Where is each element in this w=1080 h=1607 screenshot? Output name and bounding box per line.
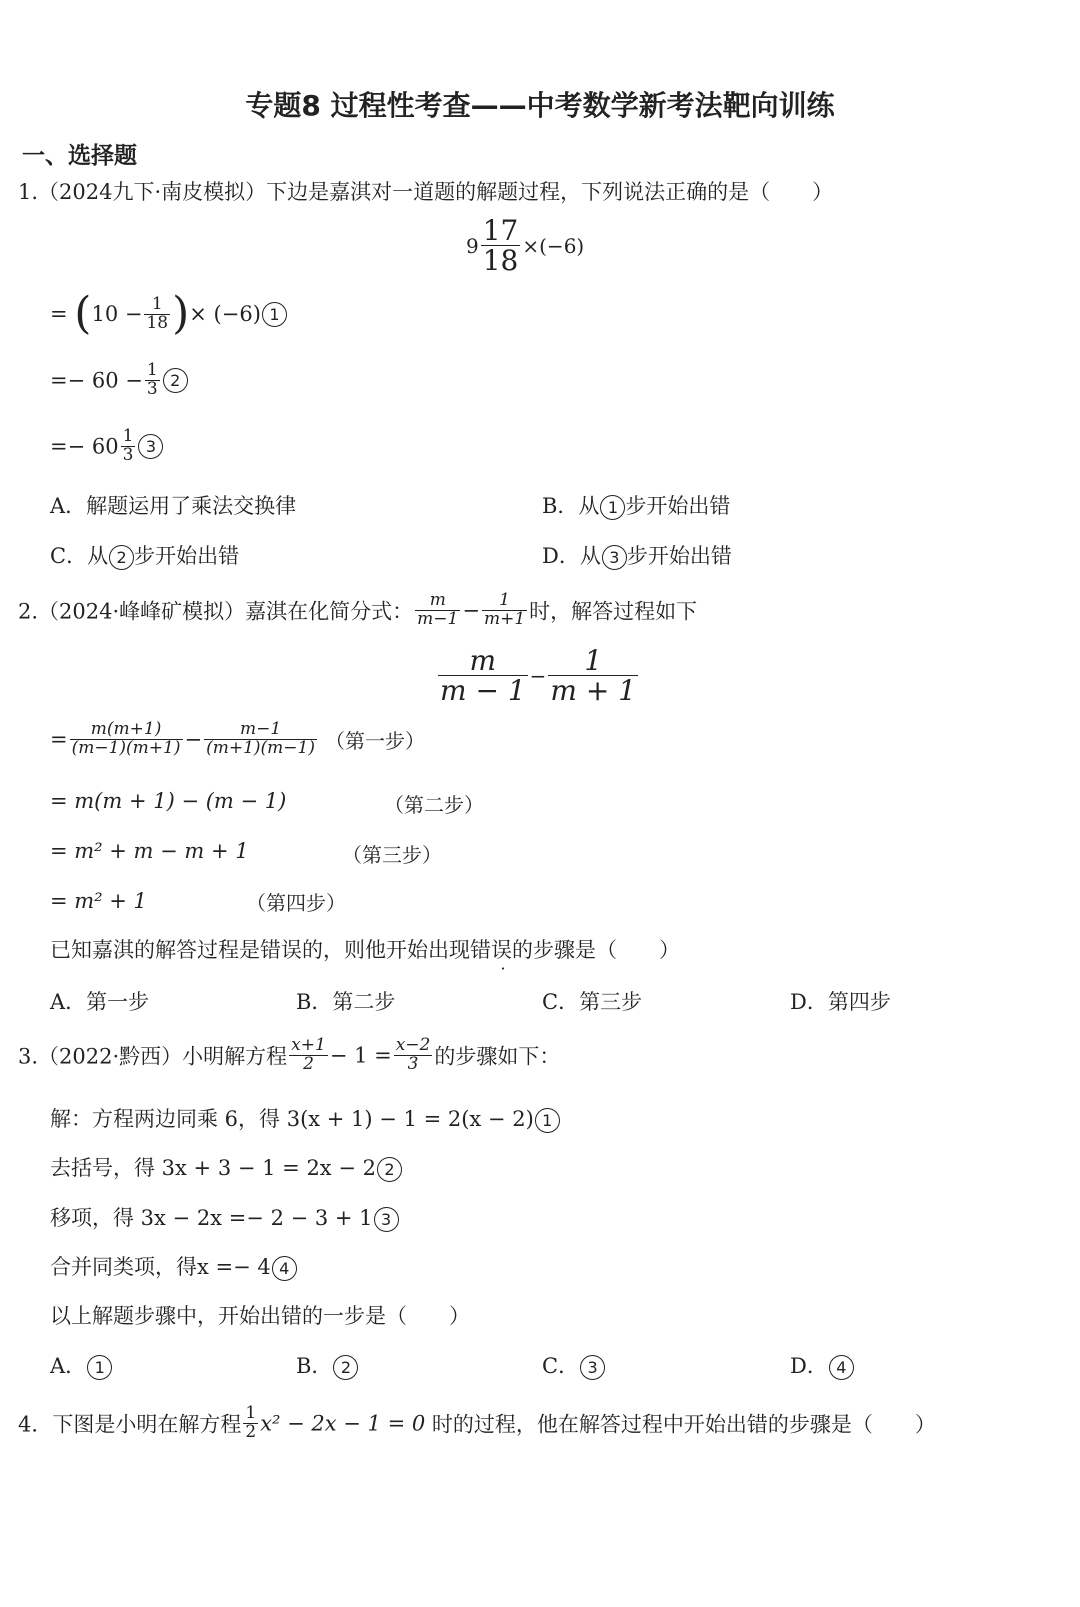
q1-step1-fd: 18 [146,312,169,333]
circled-1-icon: 1 [87,1355,112,1380]
q2-step-3: = m² + m − m + 1 [50,839,249,863]
q3-step-1 [50,1103,560,1133]
q2-stem-frac1 [415,592,460,629]
q2-step1-an: m(m+1) [70,721,183,740]
q1-step2-fn: 1 [146,360,158,380]
q2-option-b[interactable]: B．第二步 [296,990,396,1014]
q1-expression [466,216,584,276]
q2-f1-num: m [415,592,460,611]
q3-stem [18,1037,560,1074]
q2-option-a[interactable]: A．第一步 [50,990,150,1014]
q2-stem [18,592,697,629]
q2-f2-den: m+1 [483,608,526,629]
q1-expr-whole: 9 [466,233,479,258]
q2-question-a: 已知嘉淇的解答过程是错误的，则他开始出现错 [50,938,491,962]
q2-question [50,934,680,964]
q1-step3-text: =− 60 [50,434,119,459]
q2-stem-post: 时，解答过程如下 [529,599,698,624]
q3-step-4 [50,1251,297,1281]
q2-stem-frac2 [482,592,527,629]
q2-step-2-label: （第二步） [384,793,484,817]
q1-step1-lparen: ( [74,288,92,339]
q1-optd-pre: D．从 [542,544,601,568]
q1-optc-pre: C．从 [50,544,109,568]
circled-2-icon: 2 [109,545,134,570]
q3-fa-num: x+1 [291,1035,326,1055]
q2-expression [436,646,640,706]
q4-f-num: 1 [245,1403,257,1423]
q2-step-3-label: （第三步） [342,843,442,867]
circled-2-icon: 2 [163,368,188,393]
q1-expr-den: 18 [482,244,519,278]
q1-step1-eq: = [50,302,68,326]
q3-optb-label: B． [296,1354,333,1378]
q1-option-b[interactable] [542,490,730,520]
q3-option-c[interactable] [542,1350,605,1380]
q3-option-a[interactable] [50,1350,112,1380]
q2-step1-bn: m−1 [204,721,317,740]
q1-option-d[interactable] [542,540,732,570]
q3-fb-den: 3 [407,1053,419,1074]
q2-step-4-label: （第四步） [246,891,346,915]
circled-2-icon: 2 [377,1157,402,1182]
q2-big-minus: − [529,663,547,688]
q2-step1-label: （第一步） [325,728,425,753]
q2-question-c: 的步骤是（ ） [512,938,680,962]
circled-3-icon: 3 [138,434,163,459]
q3-step4-text: 合并同类项，得x =− 4 [50,1255,271,1279]
q1-step2-frac [145,362,160,399]
q3-optd-label: D． [790,1354,828,1378]
q4-frac [243,1405,258,1442]
q2-big-frac2 [548,646,638,706]
q1-step3-fn: 1 [122,426,134,446]
q1-optd-post: 步开始出错 [626,544,732,568]
q2-stem-pre: 2.（2024·峰峰矿模拟）嘉淇在化简分式： [18,599,414,624]
q1-option-c[interactable] [50,540,239,570]
q1-step-2 [50,362,188,399]
q3-frac-a [289,1037,328,1074]
q2-f2-num: 1 [482,592,527,611]
q1-step1-rparen: ) [172,288,190,339]
q3-step2-text: 去括号，得 3x + 3 − 1 = 2x − 2 [50,1156,376,1180]
q1-optc-post: 步开始出错 [134,544,240,568]
q1-step1-fn: 1 [144,296,170,315]
q3-opta-label: A． [50,1354,87,1378]
q3-step-3 [50,1202,399,1232]
q1-step3-frac [121,428,136,465]
q1-step1-inner: 10 − [91,302,143,326]
q3-stem-post: 的步骤如下： [434,1044,561,1069]
q2-option-d[interactable]: D．第四步 [790,990,891,1014]
q1-step3-fd: 3 [122,444,134,465]
q1-step1-frac [144,293,170,333]
q3-fb-num: x−2 [395,1035,431,1055]
q4-stem-post: 时的过程，他在解答过程中开始出错的步骤是（ ） [425,1412,936,1437]
q4-equation: x² − 2x − 1 = 0 [260,1411,426,1436]
q3-frac-b [394,1037,433,1074]
q3-step3-text: 移项，得 3x − 2x =− 2 − 3 + 1 [50,1206,373,1230]
q1-step1-tail: × (−6) [189,302,261,326]
q1-step-1 [50,288,287,339]
q3-option-b[interactable] [296,1350,358,1380]
q1-stem: 1.（2024九下·南皮模拟）下边是嘉淇对一道题的解题过程，下列说法正确的是（ ） [18,180,834,204]
q2-step1-minus: − [184,727,203,752]
q2-step1-bd: (m+1)(m−1) [206,737,315,758]
q2-step1-frac-a [70,721,183,758]
q2-big-frac1 [438,646,528,706]
circled-1-icon: 1 [262,302,287,327]
q3-stem-mid: − 1 = [329,1043,392,1068]
q2-step-1 [50,721,425,758]
circled-3-icon: 3 [580,1355,605,1380]
q3-fa-den: 2 [303,1053,314,1074]
q2-option-c[interactable]: C．第三步 [542,990,643,1014]
circled-1-icon: 1 [600,495,625,520]
q2-step1-frac-b [204,721,317,758]
q3-option-d[interactable] [790,1350,854,1380]
q4-stem-pre: 4．下图是小明在解方程 [18,1412,242,1437]
q2-big1-den: m − 1 [440,674,526,708]
page-title: 专题8 过程性考查——中考数学新考法靶向训练 [245,89,835,122]
q4-stem [18,1405,936,1442]
q1-optb-pre: B．从 [542,494,600,518]
q1-step2-fd: 3 [146,378,158,399]
q3-step-2 [50,1152,402,1182]
q2-stem-minus: − [462,598,480,623]
q2-big2-num: 1 [548,646,638,676]
circled-1-icon: 1 [535,1108,560,1133]
q1-expr-num: 17 [482,214,519,247]
circled-4-icon: 4 [829,1355,854,1380]
circled-4-icon: 4 [272,1256,297,1281]
q3-optc-label: C． [542,1354,580,1378]
q2-step1-eq: = [50,727,68,752]
circled-2-icon: 2 [333,1355,358,1380]
q3-step1-text: 解：方程两边同乘 6，得 3(x + 1) − 1 = 2(x − 2) [50,1107,534,1131]
q2-f1-den: m−1 [417,608,459,629]
q2-step-2: = m(m + 1) − (m − 1) [50,789,287,813]
q1-option-a[interactable]: A．解题运用了乘法交换律 [50,494,297,518]
q2-big2-den: m + 1 [550,674,637,708]
q2-step1-ad: (m−1)(m+1) [71,737,181,758]
section-heading: 一、选择题 [22,143,137,169]
q2-big1-num: m [438,646,528,676]
q1-step-3 [50,428,163,465]
q3-stem-pre: 3.（2022·黔西）小明解方程 [18,1044,288,1069]
q1-expr-tail: ×(−6) [522,233,585,258]
q4-f-den: 2 [245,1421,257,1442]
circled-3-icon: 3 [602,545,627,570]
q1-optb-post: 步开始出错 [625,494,731,518]
circled-3-icon: 3 [374,1207,399,1232]
q2-question-emphasis: 误 [491,938,512,962]
q1-step2-text: =− 60 − [50,368,143,393]
q3-question: 以上解题步骤中，开始出错的一步是（ ） [50,1304,470,1328]
q2-step-4: = m² + 1 [50,889,147,913]
q1-expr-fraction [481,216,521,276]
